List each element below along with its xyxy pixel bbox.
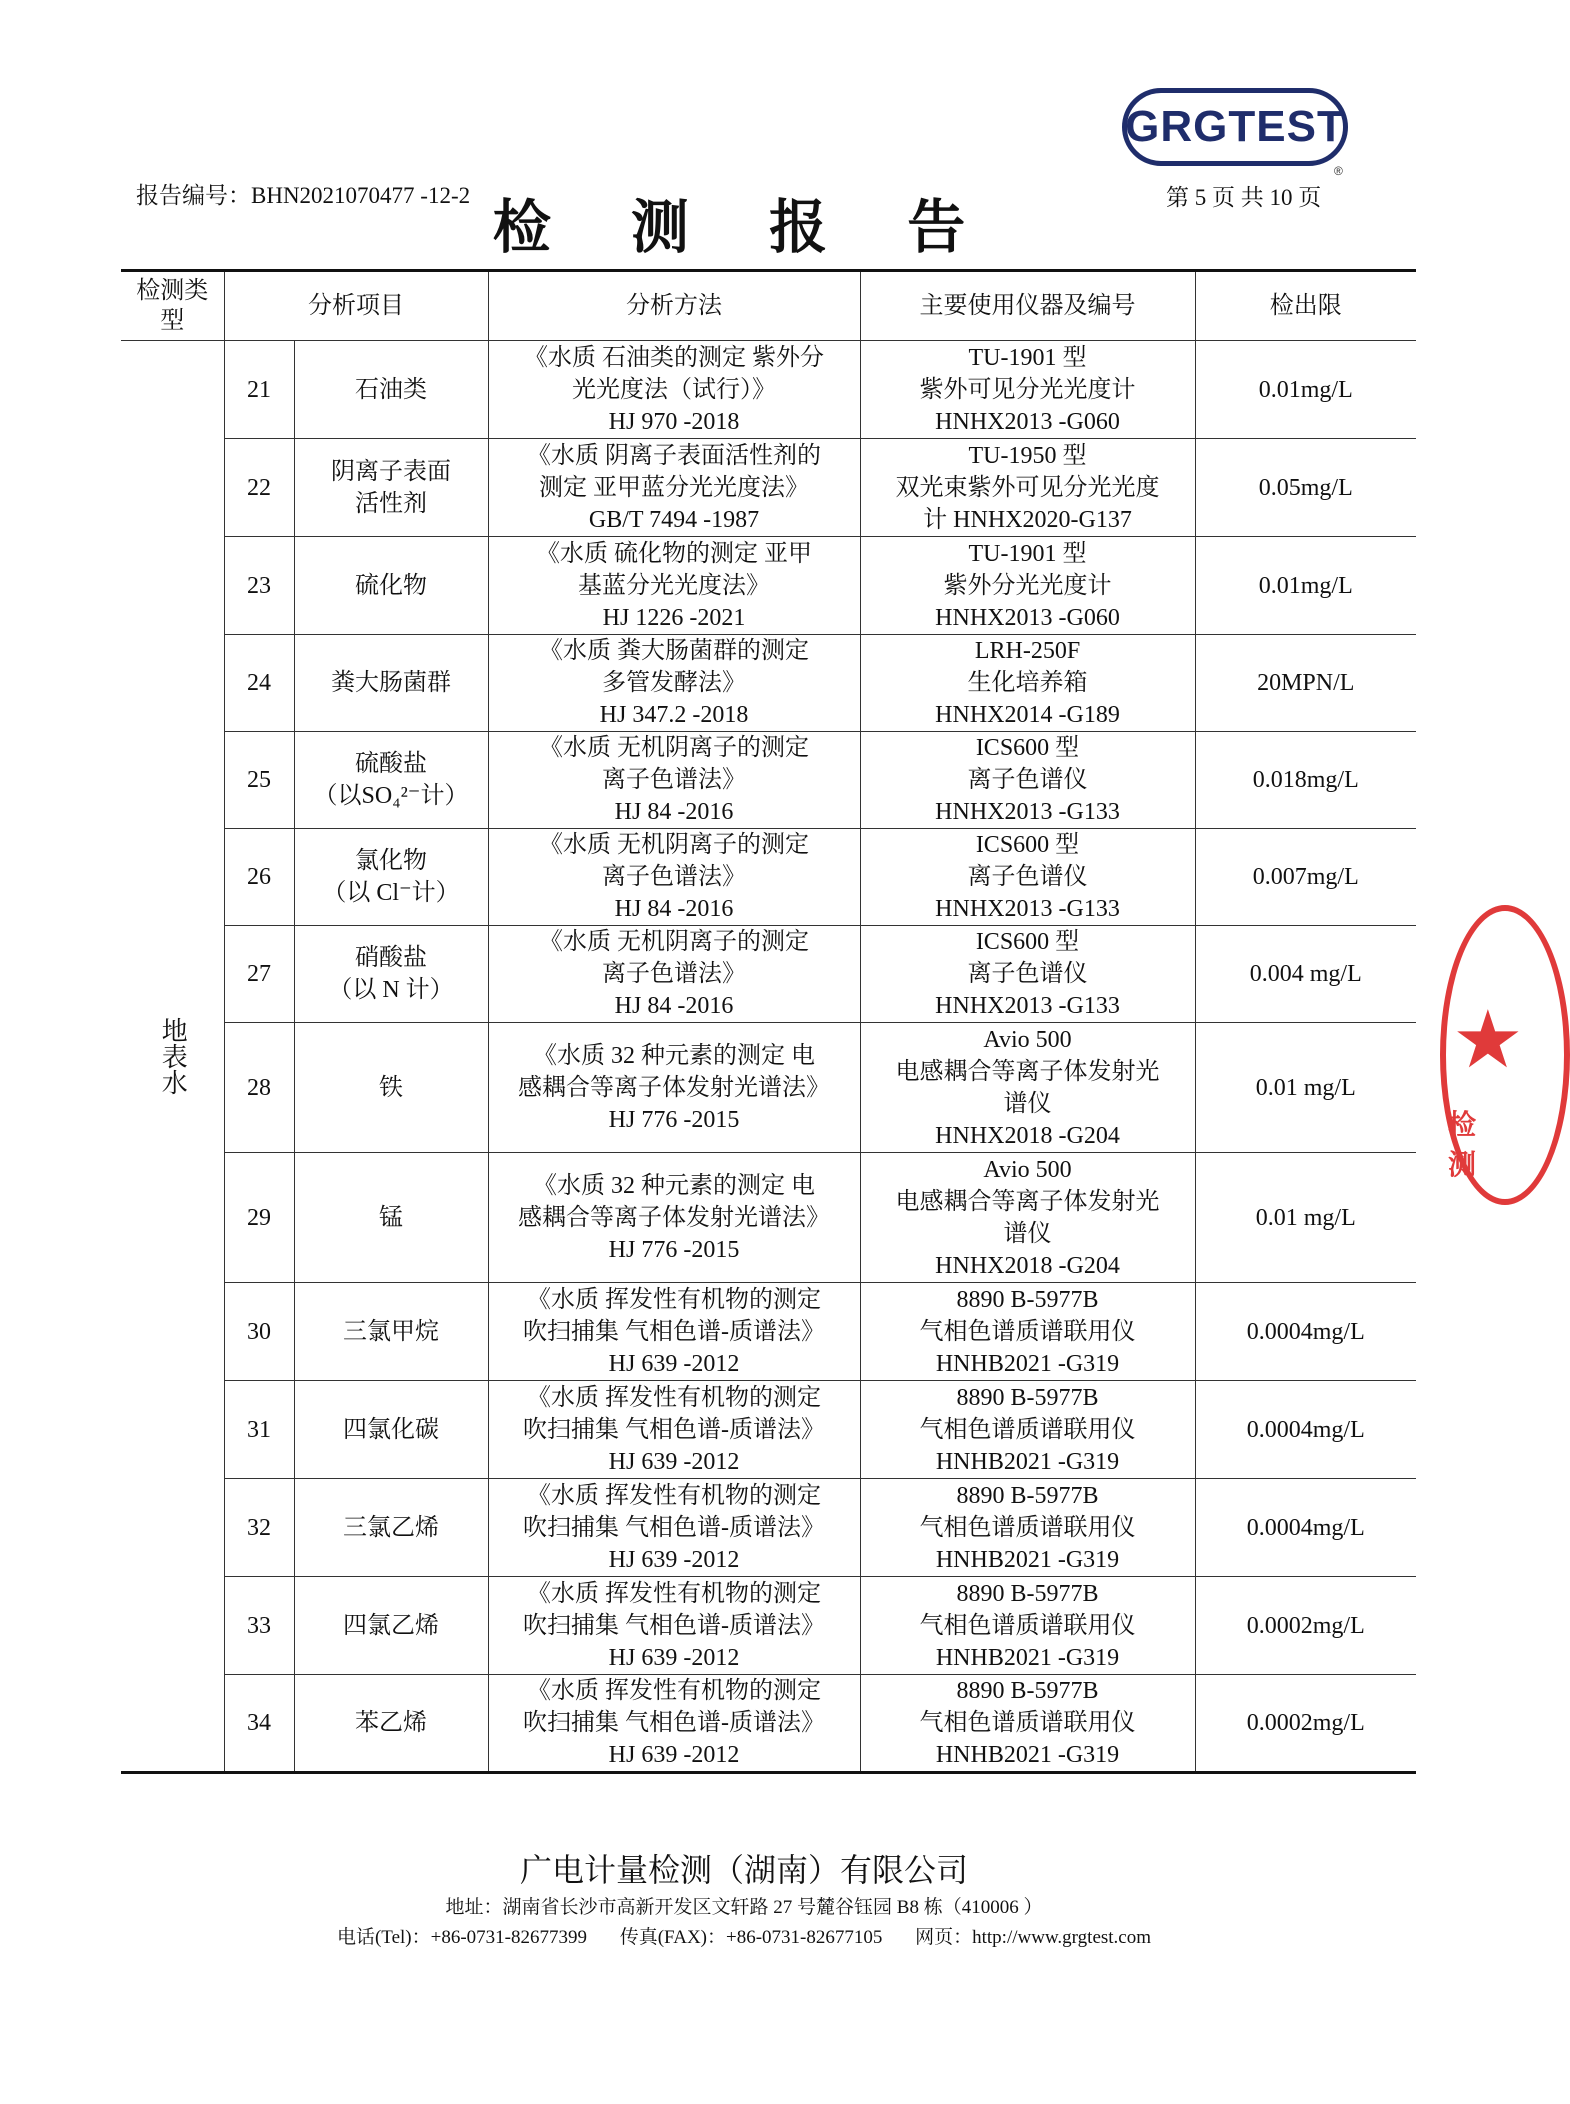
instrument — [860, 732, 1195, 829]
table-header-row — [121, 271, 1416, 341]
analysis-method-line: HJ 639 -2012 — [608, 1546, 740, 1573]
table-row — [121, 439, 1416, 537]
detection-limit: 0.007mg/L — [1195, 829, 1416, 926]
analysis-method-line: 《水质 无机阴离子的测定 — [539, 832, 809, 858]
analysis-method-line: 《水质 粪大肠菌群的测定 — [539, 638, 809, 664]
instrument-line: TU-1901 型 — [968, 540, 1087, 567]
analysis-method-line: 吹扫捕集 气相色谱-质谱法》 — [523, 1514, 825, 1541]
row-number: 32 — [224, 1479, 294, 1577]
footer-web: 网页：http://www.grgtest.com — [915, 1927, 1152, 1948]
detection-limit: 0.01 mg/L — [1195, 1153, 1416, 1283]
analysis-method-line: 《水质 32 种元素的测定 电 — [533, 1172, 815, 1199]
analysis-item — [294, 1283, 488, 1381]
analysis-method — [488, 732, 860, 829]
analysis-item — [294, 439, 488, 537]
analysis-item-line: 四氯化碳 — [343, 1416, 439, 1443]
analysis-item — [294, 829, 488, 926]
analysis-method-line: 《水质 挥发性有机物的测定 — [527, 1482, 821, 1509]
analysis-item — [294, 1153, 488, 1283]
instrument-line: 8890 B-5977B — [956, 1482, 1099, 1509]
table-row — [121, 1023, 1416, 1153]
instrument-line: 电感耦合等离子体发射光 — [895, 1188, 1160, 1215]
row-number: 29 — [224, 1153, 294, 1283]
instrument — [860, 1153, 1195, 1283]
analysis-item-line: 锰 — [379, 1204, 403, 1231]
analysis-item — [294, 1381, 488, 1479]
header-category: 检测类型 — [121, 271, 224, 341]
header-method: 分析方法 — [488, 271, 860, 341]
analysis-method-line: HJ 1226 -2021 — [602, 604, 746, 631]
analysis-method-line: 感耦合等离子体发射光谱法》 — [518, 1074, 830, 1101]
header-instrument: 主要使用仪器及编号 — [860, 271, 1195, 341]
footer-fax: 传真(FAX)：+86-0731-82677105 — [619, 1927, 883, 1948]
analysis-method — [488, 635, 860, 732]
analysis-item-line: 阴离子表面 — [331, 458, 451, 485]
instrument-line: Avio 500 — [983, 1026, 1072, 1053]
instrument-line: HNHX2013 -G133 — [935, 799, 1120, 825]
instrument-line: 离子色谱仪 — [967, 864, 1088, 890]
instrument-line: HNHX2013 -G133 — [935, 993, 1120, 1019]
analysis-item-line: 硫酸盐 — [355, 751, 427, 777]
instrument — [860, 635, 1195, 732]
analysis-method-line: HJ 347.2 -2018 — [599, 702, 749, 728]
analysis-method — [488, 341, 860, 439]
analysis-method — [488, 1283, 860, 1381]
company-logo — [1122, 88, 1348, 166]
instrument-line: Avio 500 — [983, 1156, 1072, 1183]
instrument — [860, 537, 1195, 635]
analysis-item-line: 粪大肠菌群 — [331, 670, 451, 696]
instrument-line: HNHB2021 -G319 — [935, 1742, 1120, 1768]
row-number: 27 — [224, 926, 294, 1023]
analysis-item-line: 硫化物 — [355, 572, 427, 599]
analysis-method-line: 《水质 阴离子表面活性剂的 — [527, 442, 821, 469]
row-number: 23 — [224, 537, 294, 635]
analysis-method — [488, 439, 860, 537]
analysis-method-line: HJ 776 -2015 — [608, 1106, 740, 1133]
table-row — [121, 635, 1416, 732]
analysis-item — [294, 1577, 488, 1675]
analysis-method-line: 《水质 挥发性有机物的测定 — [527, 1286, 821, 1313]
instrument-line: 生化培养箱 — [967, 670, 1088, 696]
analysis-method-line: 吹扫捕集 气相色谱-质谱法》 — [523, 1710, 825, 1736]
analysis-item-line: 铁 — [379, 1074, 403, 1101]
analysis-item — [294, 341, 488, 439]
instrument-line: ICS600 型 — [975, 735, 1080, 761]
row-number: 33 — [224, 1577, 294, 1675]
instrument-line: 谱仪 — [1003, 1090, 1052, 1117]
analysis-item — [294, 1023, 488, 1153]
analysis-method — [488, 829, 860, 926]
instrument — [860, 1023, 1195, 1153]
analysis-method — [488, 1577, 860, 1675]
instrument-line: LRH-250F — [974, 638, 1081, 664]
analysis-method — [488, 1675, 860, 1773]
table-row — [121, 1153, 1416, 1283]
seal-star-icon: ★ — [1452, 993, 1524, 1086]
analysis-method-line: 吹扫捕集 气相色谱-质谱法》 — [523, 1318, 825, 1345]
instrument — [860, 926, 1195, 1023]
detection-limit: 0.018mg/L — [1195, 732, 1416, 829]
analysis-method-line: 吹扫捕集 气相色谱-质谱法》 — [523, 1416, 825, 1443]
instrument — [860, 1381, 1195, 1479]
analysis-method-line: 多管发酵法》 — [602, 670, 746, 696]
instrument-line: HNHB2021 -G319 — [935, 1546, 1120, 1573]
analysis-item-line: 活性剂 — [355, 490, 427, 517]
instrument-line: 气相色谱质谱联用仪 — [919, 1416, 1136, 1443]
analysis-method-line: GB/T 7494 -1987 — [588, 506, 760, 533]
analysis-method-line: HJ 84 -2016 — [614, 799, 734, 825]
analysis-method — [488, 1023, 860, 1153]
detection-limit: 20MPN/L — [1195, 635, 1416, 732]
registered-mark: ® — [1334, 164, 1343, 178]
instrument-line: HNHB2021 -G319 — [935, 1644, 1120, 1671]
analysis-method — [488, 1153, 860, 1283]
analysis-method-line: 《水质 挥发性有机物的测定 — [527, 1580, 821, 1607]
analysis-item-line: 石油类 — [355, 376, 427, 403]
analysis-method-line: HJ 639 -2012 — [608, 1350, 740, 1377]
instrument-line: 气相色谱质谱联用仪 — [919, 1514, 1136, 1541]
detection-limit: 0.0002mg/L — [1195, 1675, 1416, 1773]
page-number: 第 5 页 共 10 页 — [1166, 185, 1322, 210]
analysis-method-line: 《水质 无机阴离子的测定 — [539, 929, 809, 955]
instrument-line: 离子色谱仪 — [967, 961, 1088, 987]
analysis-method-line: 测定 亚甲蓝分光光度法》 — [539, 474, 809, 501]
analysis-method-line: HJ 84 -2016 — [614, 993, 734, 1019]
instrument — [860, 1675, 1195, 1773]
header-item: 分析项目 — [224, 271, 488, 341]
table-row — [121, 341, 1416, 439]
instrument-line: 8890 B-5977B — [956, 1286, 1099, 1313]
instrument — [860, 1577, 1195, 1675]
analysis-item — [294, 635, 488, 732]
instrument — [860, 1479, 1195, 1577]
instrument-line: HNHX2013 -G133 — [935, 896, 1120, 922]
analysis-method-line: HJ 639 -2012 — [608, 1448, 740, 1475]
analysis-method-line: 《水质 石油类的测定 紫外分 — [524, 344, 824, 371]
instrument-line: HNHX2018 -G204 — [935, 1122, 1120, 1149]
analysis-method-line: 离子色谱法》 — [602, 864, 746, 890]
footer-contact — [0, 1922, 1488, 1949]
logo-text: GRGTEST — [1125, 102, 1345, 151]
instrument — [860, 829, 1195, 926]
analysis-method-line: 《水质 硫化物的测定 亚甲 — [536, 540, 812, 567]
instrument-line: TU-1901 型 — [968, 344, 1087, 371]
instrument-line: 紫外可见分光光度计 — [919, 376, 1136, 403]
analysis-item — [294, 926, 488, 1023]
instrument-line: HNHB2021 -G319 — [935, 1448, 1120, 1475]
table-row — [121, 537, 1416, 635]
analysis-method-line: HJ 84 -2016 — [614, 896, 734, 922]
instrument-line: 紫外分光光度计 — [943, 572, 1112, 599]
analysis-method-line: 《水质 挥发性有机物的测定 — [527, 1384, 821, 1411]
instrument-line: HNHX2013 -G060 — [935, 408, 1120, 435]
table-row — [121, 732, 1416, 829]
detection-limit: 0.01mg/L — [1195, 537, 1416, 635]
detection-limit: 0.01 mg/L — [1195, 1023, 1416, 1153]
detection-limit: 0.0004mg/L — [1195, 1283, 1416, 1381]
instrument-line: ICS600 型 — [975, 832, 1080, 858]
analysis-method-line: HJ 776 -2015 — [608, 1236, 740, 1263]
instrument-line: 双光束紫外可见分光光度 — [895, 474, 1160, 501]
analysis-item — [294, 537, 488, 635]
analysis-method — [488, 926, 860, 1023]
analysis-method-line: 《水质 挥发性有机物的测定 — [527, 1678, 821, 1704]
analysis-method-line: 感耦合等离子体发射光谱法》 — [518, 1204, 830, 1231]
document-title: 检 测 报 告 — [492, 193, 996, 261]
analysis-method-line: HJ 639 -2012 — [608, 1742, 740, 1768]
detection-limit: 0.0004mg/L — [1195, 1381, 1416, 1479]
analysis-method-line: HJ 970 -2018 — [608, 408, 740, 435]
detection-limit: 0.05mg/L — [1195, 439, 1416, 537]
instrument-line: 8890 B-5977B — [956, 1580, 1099, 1607]
instrument-line: 电感耦合等离子体发射光 — [895, 1058, 1160, 1085]
row-number: 21 — [224, 341, 294, 439]
row-number: 28 — [224, 1023, 294, 1153]
analysis-item-line: （以SO₄²⁻计） — [313, 783, 469, 809]
footer-tel: 电话(Tel)：+86-0731-82677399 — [336, 1927, 587, 1948]
analysis-method — [488, 1381, 860, 1479]
analysis-method-line: 《水质 32 种元素的测定 电 — [533, 1042, 815, 1069]
analysis-method — [488, 1479, 860, 1577]
row-number: 30 — [224, 1283, 294, 1381]
table-row — [121, 1283, 1416, 1381]
detection-limit: 0.0002mg/L — [1195, 1577, 1416, 1675]
analysis-item — [294, 1479, 488, 1577]
analysis-method-line: 吹扫捕集 气相色谱-质谱法》 — [523, 1612, 825, 1639]
footer-address: 地址：湖南省长沙市高新开发区文轩路 27 号麓谷钰园 B8 栋（410006 ） — [445, 1897, 1043, 1918]
instrument-line: HNHB2021 -G319 — [935, 1350, 1120, 1377]
analysis-method-line: 离子色谱法》 — [602, 961, 746, 987]
header-limit: 检出限 — [1195, 271, 1416, 341]
analysis-item-line: 四氯乙烯 — [343, 1612, 439, 1639]
table-row — [121, 1577, 1416, 1675]
table-row — [121, 1675, 1416, 1773]
analysis-method-line: HJ 639 -2012 — [608, 1644, 740, 1671]
analysis-method — [488, 537, 860, 635]
instrument-line: 计 HNHX2020-G137 — [923, 506, 1132, 533]
instrument-line: 谱仪 — [1003, 1220, 1052, 1247]
footer-company: 广电计量检测（湖南）有限公司 — [519, 1851, 968, 1889]
instrument-line: ICS600 型 — [975, 929, 1080, 955]
row-number: 34 — [224, 1675, 294, 1773]
table-row — [121, 1479, 1416, 1577]
instrument-line: 8890 B-5977B — [956, 1384, 1099, 1411]
analysis-item — [294, 1675, 488, 1773]
row-number: 26 — [224, 829, 294, 926]
table-row — [121, 1381, 1416, 1479]
analysis-item — [294, 732, 488, 829]
analysis-item-line: 硝酸盐 — [355, 945, 427, 971]
instrument-line: 8890 B-5977B — [956, 1678, 1099, 1704]
table-row — [121, 829, 1416, 926]
analysis-method-line: 《水质 无机阴离子的测定 — [539, 735, 809, 761]
report-number: 报告编号：BHN2021070477 -12-2 — [136, 183, 471, 208]
row-number: 24 — [224, 635, 294, 732]
row-number: 22 — [224, 439, 294, 537]
instrument — [860, 439, 1195, 537]
category-cell: 地表水 — [121, 341, 224, 1773]
detection-limit: 0.01mg/L — [1195, 341, 1416, 439]
instrument-line: 气相色谱质谱联用仪 — [919, 1710, 1136, 1736]
analysis-method-line: 基蓝分光光度法》 — [578, 572, 770, 599]
instrument-line: HNHX2014 -G189 — [935, 702, 1120, 728]
instrument — [860, 1283, 1195, 1381]
analysis-method-line: 离子色谱法》 — [602, 767, 746, 793]
detection-limit: 0.004 mg/L — [1195, 926, 1416, 1023]
row-number: 25 — [224, 732, 294, 829]
instrument-line: 气相色谱质谱联用仪 — [919, 1318, 1136, 1345]
instrument-line: HNHX2013 -G060 — [935, 604, 1120, 631]
instrument-line: TU-1950 型 — [968, 442, 1087, 469]
instrument — [860, 341, 1195, 439]
row-number: 31 — [224, 1381, 294, 1479]
analysis-item-line: （以 N 计） — [328, 977, 454, 1003]
instrument-line: 离子色谱仪 — [967, 767, 1088, 793]
analysis-method-line: 光光度法（试行）》 — [572, 376, 776, 403]
detection-limit: 0.0004mg/L — [1195, 1479, 1416, 1577]
analysis-table — [121, 269, 1416, 1774]
analysis-item-line: 三氯乙烯 — [343, 1514, 439, 1541]
seal-text: 检测 — [1448, 1108, 1477, 1181]
analysis-item-line: 三氯甲烷 — [343, 1318, 439, 1345]
table-row — [121, 926, 1416, 1023]
analysis-item-line: （以 Cl⁻计） — [322, 880, 460, 906]
instrument-line: 气相色谱质谱联用仪 — [919, 1612, 1136, 1639]
analysis-item-line: 苯乙烯 — [355, 1710, 427, 1736]
analysis-item-line: 氯化物 — [355, 848, 427, 874]
instrument-line: HNHX2018 -G204 — [935, 1252, 1120, 1279]
